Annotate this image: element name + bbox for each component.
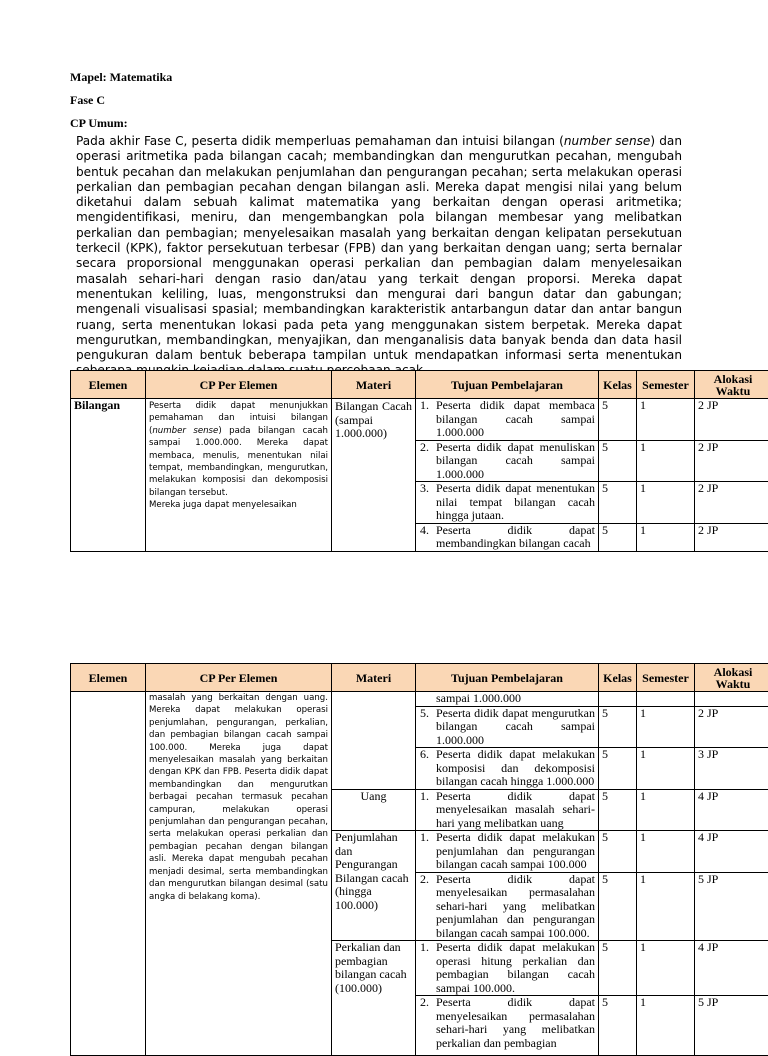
header-elemen: Elemen (71, 371, 146, 399)
header-tujuan: Tujuan Pembelajaran (416, 664, 599, 692)
elemen-cell: Bilangan (71, 399, 146, 552)
cp-text-3: Mereka juga dapat menyelesaikan (149, 499, 328, 511)
cp-umum-text-1: Pada akhir Fase C, peserta didik memperluas pemahaman dan intuisi bilangan ( (76, 134, 564, 148)
alokasi-cell: 2 JP (695, 706, 768, 748)
kelas-cell (599, 692, 637, 707)
semester-cell: 1 (637, 482, 695, 524)
table-header-row (71, 371, 768, 399)
header-materi: Materi (332, 664, 416, 692)
cp-umum-text-2: ) dan operasi aritmetika pada bilangan cacah; membandingkan dan mengurutkan pecahan, mengubah bentuk pecahan dan melakukan penjumlahan dan pengurangan pecahan; serta melakukan operasi perkalian dan pembagian pecahan dengan bilangan asli. Mereka dapat mengisi nilai yang belum diketahui dalam sebuah kalimat matematika yang berkaitan dengan operasi aritmetika; mengidentifikasi, meniru, dan mengembangkan pola bilangan membesar yang melibatkan perkalian dan pembagian; menyelesaikan masalah yang berkaitan dengan kelipatan persekutuan terkecil (KPK), faktor persekutuan terbesar (FPB) dan yang berkaitan dengan uang; serta bernalar secara proporsional menggunakan operasi perkalian dan pembagian dalam menyelesaikan masalah sehari-hari dengan rasio dan/atau yang terkait dengan proporsi. Mereka dapat menentukan keliling, luas, mengonstruksi dan mengurai dari bangun datar dan gabungan; mengenali visualisasi spasial; membandingkan karakteristik antarbangun datar dan antar bangun ruang, serta menentukan lokasi pada peta yang menggunakan sistem berpetak. Mereka dapat mengurutkan, membandingkan, menyajikan, dan menganalisis data banyak benda dan data hasil pengukuran dalam bentuk beberapa tampilan untuk mendapatkan informasi serta menentukan (76, 134, 682, 377)
header-semester: Semester (637, 664, 695, 692)
tujuan-number: 2. (419, 873, 436, 887)
kelas-cell: 5 (599, 399, 637, 441)
kelas-cell: 5 (599, 523, 637, 551)
header-alokasi: Alokasi Waktu (695, 664, 768, 692)
table-header-row (71, 664, 768, 692)
table-row (71, 399, 768, 441)
alokasi-cell: 3 JP (695, 748, 768, 790)
tujuan-cell (416, 399, 599, 441)
tujuan-text: Peserta didik dapat melakukan operasi hitung perkalian dan pembagian bilangan cacah sampai 100.000. (436, 941, 595, 995)
tujuan-number: 6. (419, 748, 436, 762)
table-row (71, 692, 768, 707)
semester-cell: 1 (637, 941, 695, 996)
alokasi-cell: 4 JP (695, 789, 768, 831)
header-semester: Semester (637, 371, 695, 399)
cp-elemen-cell (146, 692, 332, 1056)
tujuan-cell: sampai 1.000.000 (416, 692, 599, 707)
tujuan-text: Peserta didik dapat menuliskan bilangan cacah sampai 1.000.000 (436, 441, 595, 482)
cp-umum-label: CP Umum: (70, 116, 128, 131)
header-alokasi: Alokasi Waktu (695, 371, 768, 399)
kelas-cell: 5 (599, 440, 637, 482)
tujuan-number: 1. (419, 399, 436, 413)
tujuan-number: 2. (419, 441, 436, 455)
semester-cell: 1 (637, 789, 695, 831)
tujuan-cell (416, 789, 599, 831)
cp-elemen-text: masalah yang berkaitan dengan uang. Mereka dapat melakukan operasi penjumlahan, pengurangan, perkalian, dan pembagian bilangan cacah sampai 100.000. Mereka juga dapat menyelesaikan masalah yang berkaitan dengan KPK dan FPB. Peserta didik dapat membandingkan dan mengurutkan berbagai pecahan termasuk pecahan campuran, melakukan operasi penjumlahan dan pengurangan pecahan, serta melakukan operasi perkalian dan pembagian pecahan dengan bilangan asli. Mereka dapat mengubah pecahan menjadi desimal, serta membandingkan dan mengurutkan bilangan desimal (satu angka di belakang koma). (149, 692, 328, 1032)
semester-cell: 1 (637, 523, 695, 551)
tujuan-text: Peserta didik dapat membaca bilangan cacah sampai 1.000.000 (436, 399, 595, 440)
alokasi-cell: 5 JP (695, 996, 768, 1056)
cp-umum-italic: number sense (564, 134, 651, 148)
cp-text-1: Peserta didik dapat menunjukkan pemahaman dan intuisi bilangan ( (149, 401, 328, 436)
semester-cell: 1 (637, 706, 695, 748)
cp-table-2 (70, 663, 768, 1056)
header-cp-per-elemen: CP Per Elemen (146, 371, 332, 399)
tujuan-cell (416, 831, 599, 873)
materi-cell: Bilangan Cacah (sampai 1.000.000) (332, 399, 416, 552)
materi-cell (332, 692, 416, 790)
semester-cell (637, 692, 695, 707)
alokasi-cell: 2 JP (695, 523, 768, 551)
tujuan-text: Peserta didik dapat menyelesaikan masalah sehari-hari yang melibatkan uang (436, 790, 595, 831)
cp-elemen-cell (146, 399, 332, 552)
subject-label: Mapel: Matematika (70, 70, 172, 85)
tujuan-number: 2. (419, 996, 436, 1010)
semester-cell: 1 (637, 831, 695, 873)
kelas-cell: 5 (599, 872, 637, 941)
tujuan-text: Peserta didik dapat menyelesaikan permasalahan sehari-hari yang melibatkan perkalian dan pembagian (436, 996, 595, 1050)
materi-cell: Uang (332, 789, 416, 831)
kelas-cell: 5 (599, 482, 637, 524)
tujuan-cell (416, 996, 599, 1056)
kelas-cell: 5 (599, 996, 637, 1056)
semester-cell: 1 (637, 440, 695, 482)
tujuan-text: Peserta didik dapat mengurutkan bilangan cacah sampai 1.000.000 (436, 707, 595, 748)
semester-cell: 1 (637, 996, 695, 1056)
alokasi-cell: 5 JP (695, 872, 768, 941)
tujuan-cell (416, 482, 599, 524)
tujuan-cell (416, 706, 599, 748)
semester-cell: 1 (637, 872, 695, 941)
tujuan-cell (416, 748, 599, 790)
header-materi: Materi (332, 371, 416, 399)
tujuan-number: 4. (419, 524, 436, 538)
kelas-cell: 5 (599, 941, 637, 996)
tujuan-number: 1. (419, 831, 436, 845)
tujuan-text: Peserta didik dapat membandingkan bilangan cacah (436, 524, 595, 551)
tujuan-cell (416, 523, 599, 551)
cp-text-2: ) pada bilangan cacah sampai 1.000.000. Mereka dapat membaca, menulis, menentukan nilai tempat, membandingkan, mengurutkan, melakukan komposisi dan dekomposisi bilangan tersebut. (149, 426, 328, 498)
alokasi-cell: 2 JP (695, 440, 768, 482)
tujuan-number: 3. (419, 482, 436, 496)
cp-italic: number sense (152, 426, 218, 436)
alokasi-cell: 4 JP (695, 941, 768, 996)
tujuan-cell (416, 872, 599, 941)
cp-table-1 (70, 370, 768, 552)
tujuan-cell (416, 941, 599, 996)
kelas-cell: 5 (599, 706, 637, 748)
header-kelas: Kelas (599, 371, 637, 399)
header-kelas: Kelas (599, 664, 637, 692)
semester-cell: 1 (637, 748, 695, 790)
tujuan-text: Peserta didik dapat melakukan komposisi dan dekomposisi bilangan cacah hingga 1.000.000 (436, 748, 595, 789)
header-cp-per-elemen: CP Per Elemen (146, 664, 332, 692)
header-tujuan: Tujuan Pembelajaran (416, 371, 599, 399)
tujuan-number: 1. (419, 790, 436, 804)
materi-cell: Perkalian dan pembagian bilangan cacah (100.000) (332, 941, 416, 1056)
tujuan-number: 1. (419, 941, 436, 955)
materi-cell: Penjumlahan dan Pengurangan Bilangan cacah (hingga 100.000) (332, 831, 416, 941)
alokasi-cell: 2 JP (695, 482, 768, 524)
elemen-cell (71, 692, 146, 1056)
header-elemen: Elemen (71, 664, 146, 692)
tujuan-cell (416, 440, 599, 482)
alokasi-cell: 2 JP (695, 399, 768, 441)
semester-cell: 1 (637, 399, 695, 441)
phase-label: Fase C (70, 93, 105, 108)
alokasi-cell (695, 692, 768, 707)
kelas-cell: 5 (599, 748, 637, 790)
tujuan-number: 5. (419, 707, 436, 721)
kelas-cell: 5 (599, 789, 637, 831)
tujuan-text: Peserta didik dapat melakukan penjumlahan dan pengurangan bilangan cacah sampai 100.000 (436, 831, 595, 872)
kelas-cell: 5 (599, 831, 637, 873)
alokasi-cell: 4 JP (695, 831, 768, 873)
cp-umum-paragraph (76, 134, 682, 379)
tujuan-text: Peserta didik dapat menentukan nilai tempat bilangan cacah hingga jutaan. (436, 482, 595, 523)
tujuan-text: Peserta didik dapat menyelesaikan permasalahan sehari-hari yang melibatkan penjumlahan dan pengurangan bilangan cacah sampai 100.000. (436, 873, 595, 941)
